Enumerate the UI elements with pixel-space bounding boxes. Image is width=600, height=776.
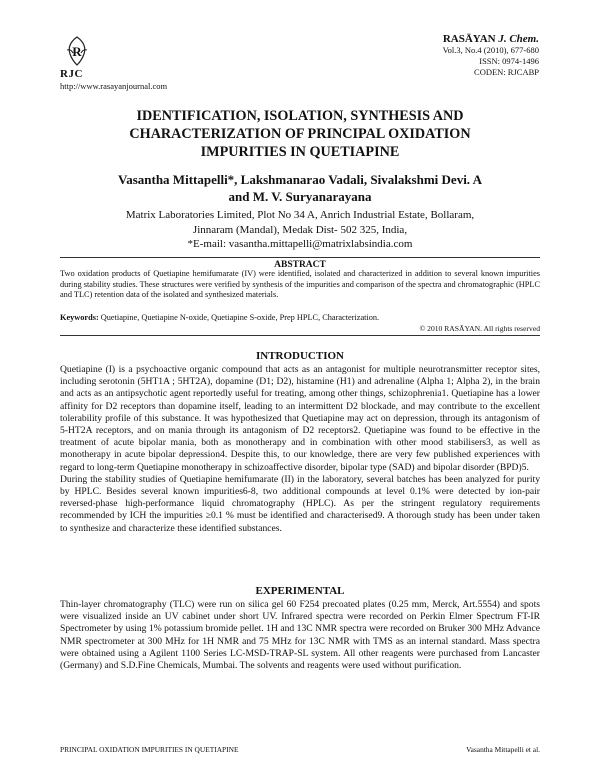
- journal-emblem-icon: [64, 36, 90, 66]
- journal-name-main: RASĀYAN: [442, 33, 496, 45]
- journal-logo: [62, 36, 92, 66]
- affiliation-line: Jinnaram (Mandal), Medak Dist- 502 325, India,: [192, 223, 408, 236]
- intro-paragraph: During the stability studies of Quetiapine hemifumarate (II) in the laboratory, several batches has been analyzed for purity by HPLC. Besides several known impurities6-8, two additional compounds at level 0.1% were detected by ion-pair reversed-phase high-performance liquid chromatography (HPLC). As per the stringent regulatory requirements recommended by ICH the impurities ≥0.1 % must be identified and characterised9. A thorough study has been under taken to synthesize and characterize these identified substances.: [60, 473, 540, 534]
- experimental-body: [60, 599, 540, 672]
- intro-paragraph: Quetiapine (I) is a psychoactive organic compound that acts as an antagonist for multiple neurotransmitter receptor sites, including serotonin (5HT1A ; 5HT2A), dopamine (D1; D2), histamine (H1) and adrenaline (Alpha 1; Alpha 2), in the brain and acts as an antipsychotic agent reportedly useful for treating, among other things, schizophrenia1. Quetiapine has a lower affinity for D2 receptors than dopamine itself, leading to an intermittent D2 blockade, and may contribute to the excellent tolerability profile of this substance. It was hypothesized that Quetiapine may act on depression, through its antagonism of 5-HT2A receptors, and on mania through its antagonism of D2 receptors2. Quetiapine was found to be effective in the treatment of acute bipolar mania, both as monotherapy and in combination with other mood stabilisers3, as well as monotherapy in acute bipolar depression4. Despite this, to our knowledge, there are very few published experiences with regard to long-term Quetiapine monotherapy in schizoaffective disorder, bipolar type (SAD) and bipolar disorder (BPD)5.: [60, 364, 540, 473]
- journal-volume: Vol.3, No.4 (2010), 677-680: [442, 45, 539, 55]
- affiliation-line: Matrix Laboratories Limited, Plot No 34 A, Anrich Industrial Estate, Bollaram,: [125, 209, 475, 221]
- logo-letter: R: [72, 44, 82, 59]
- abstract-bottom-rule: [60, 335, 540, 336]
- paper-title: [60, 107, 540, 161]
- abstract-top-rule: [60, 257, 540, 258]
- journal-issn: ISSN: 0974-1496: [479, 56, 539, 66]
- title-line: CHARACTERIZATION OF PRINCIPAL OXIDATION: [129, 126, 471, 142]
- affiliation: [60, 208, 540, 252]
- corresponding-email: *E-mail: vasantha.mittapelli@matrixlabsindia.com: [187, 238, 413, 250]
- introduction-body: [60, 364, 540, 535]
- journal-name-abbr: J. Chem.: [498, 33, 539, 45]
- journal-name: [443, 34, 539, 45]
- keywords-text: Quetiapine, Quetiapine N-oxide, Quetiapine S-oxide, Prep HPLC, Characterization.: [100, 313, 380, 322]
- introduction-heading: INTRODUCTION: [255, 350, 344, 362]
- title-line: IDENTIFICATION, ISOLATION, SYNTHESIS AND: [136, 108, 464, 124]
- journal-url[interactable]: http://www.rasayanjournal.com: [60, 81, 168, 91]
- experimental-heading: EXPERIMENTAL: [255, 585, 345, 597]
- running-author: Vasantha Mittapelli et al.: [466, 745, 540, 754]
- running-title: PRINCIPAL OXIDATION IMPURITIES IN QUETIAPINE: [60, 745, 239, 754]
- abstract-heading: ABSTRACT: [274, 260, 326, 270]
- title-line: IMPURITIES IN QUETIAPINE: [200, 144, 400, 160]
- keywords-label: Keywords:: [60, 313, 99, 322]
- author-list: [60, 171, 540, 205]
- journal-header: [443, 34, 539, 78]
- experimental-paragraph: Thin-layer chromatography (TLC) were run on silica gel 60 F254 precoated plates (0.25 mm, Merck, Art.5554) and spots were visualized inside an UV cabinet under short UV. Infrared spectra were recorded on Perkin Elmer Spectrum FT-IR Spectrometer by using 1% potassium bromide pellet. 1H and 13C NMR spectra were recorded on Bruker 300 MHz Advance NMR spectrometer at 300 MHz for 1H NMR and 75 MHz for 13C NMR with TMS as an internal standard. Mass spectra were obtained using a Agilent 1100 Series LC-MSD-TRAP-SL system. All other reagents were purchased from Lancaster (Germany) and S.D.Fine Chemicals, Mumbai. The solvents and reagents were used without purification.: [60, 599, 540, 672]
- journal-coden: CODEN: RJCABP: [474, 67, 539, 77]
- journal-logo-text: RJC: [60, 68, 83, 80]
- author-line: Vasantha Mittapelli*, Lakshmanarao Vadali, Sivalakshmi Devi. A: [118, 172, 482, 187]
- keywords: [60, 313, 540, 324]
- author-line: and M. V. Suryanarayana: [228, 189, 372, 204]
- abstract-text: Two oxidation products of Quetiapine hemifumarate (IV) were identified, isolated and characterized in addition to several known impurities during stability studies. These structures were verified by synthesis of the impurities and comparison of the spectra and chromatographic (HPLC and TLC) retention data of the isolated and synthesized materials.: [60, 269, 540, 300]
- copyright-notice: © 2010 RASĀYAN. All rights reserved: [419, 324, 540, 333]
